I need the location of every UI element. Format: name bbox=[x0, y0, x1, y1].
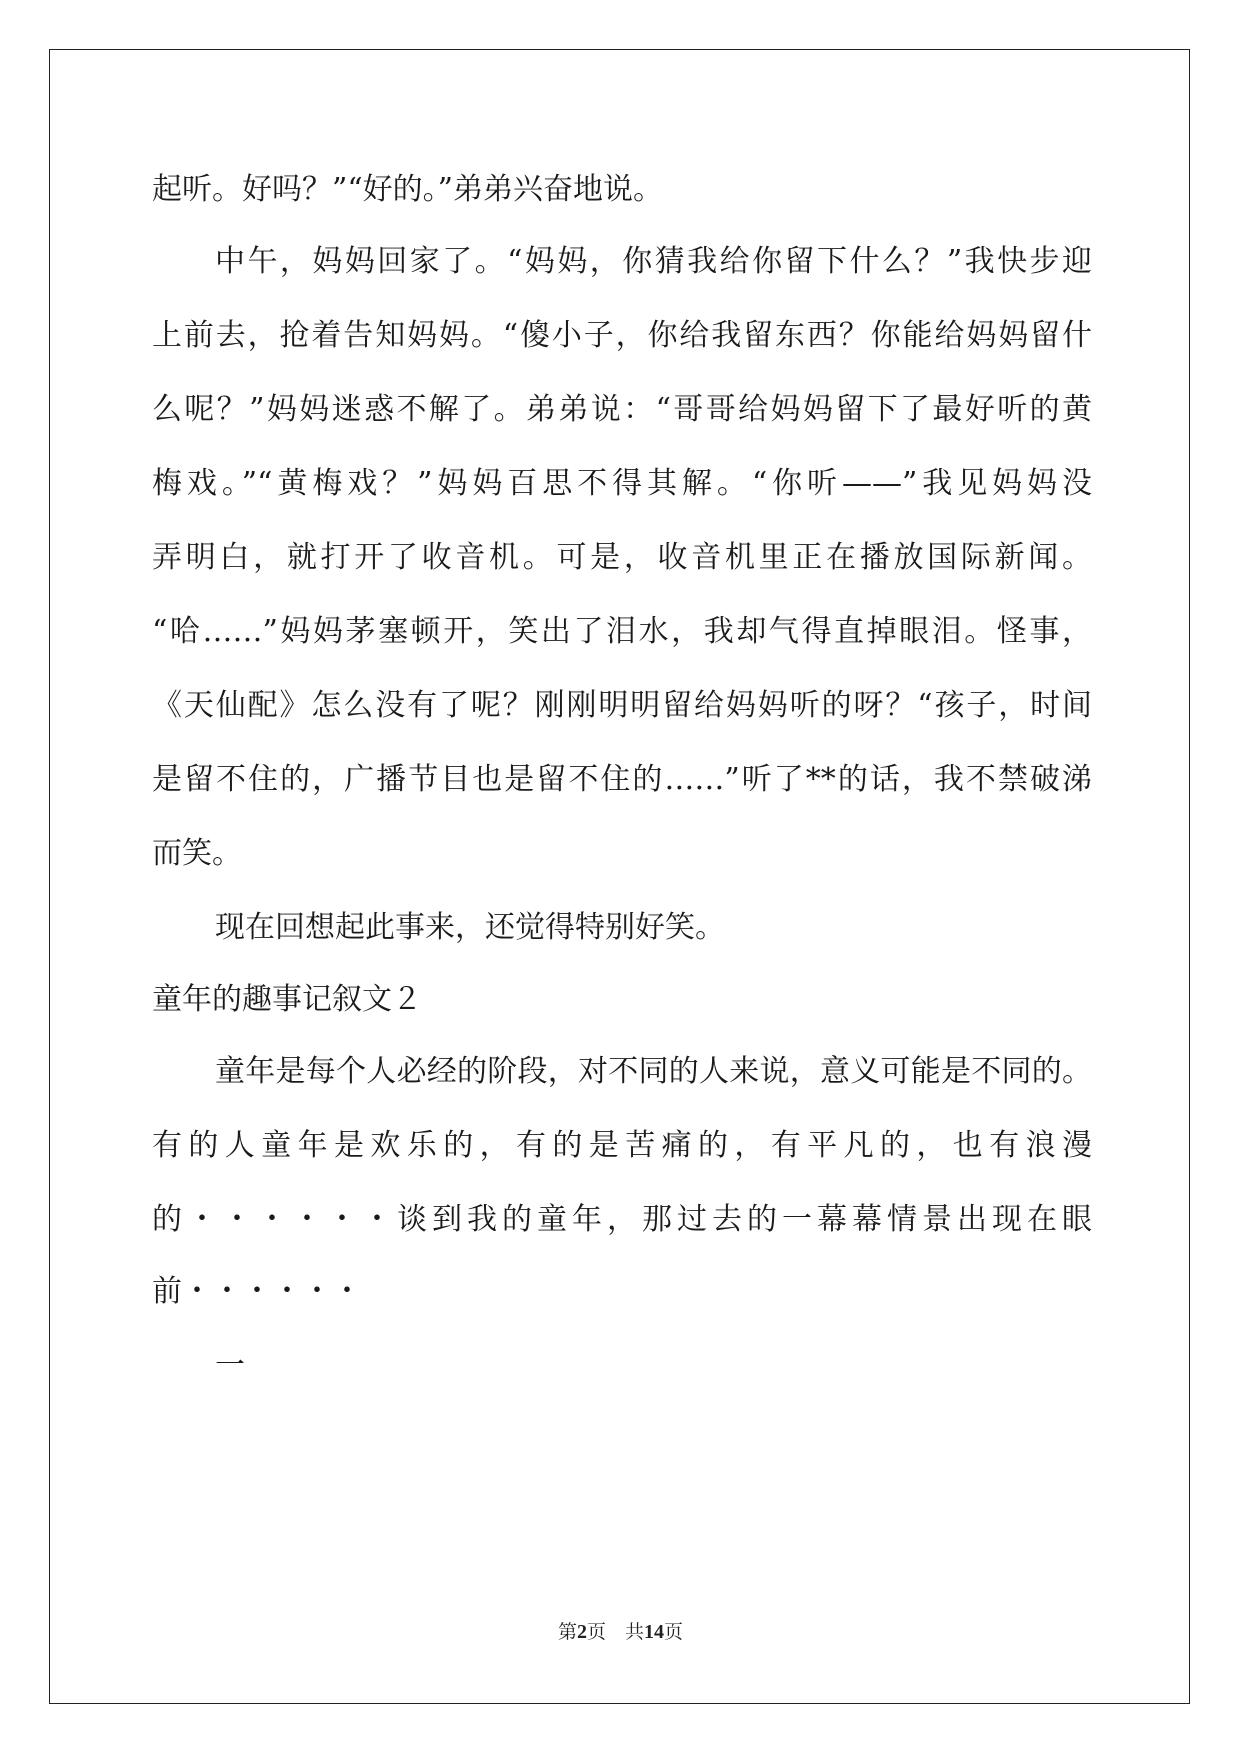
text-line: 的・・・・・・谈到我的童年，那过去的一幕幕情景出现在眼 bbox=[152, 1202, 1092, 1237]
footer-suffix: 页 bbox=[664, 1621, 684, 1643]
text-line: 上前去，抢着告知妈妈。“傻小子，你给我留东西？你能给妈妈留什 bbox=[152, 318, 1092, 353]
footer-middle: 页 共 bbox=[586, 1621, 644, 1643]
page-footer bbox=[0, 1617, 1241, 1644]
text-line: 而笑。 bbox=[152, 836, 242, 871]
text-line: 《天仙配》怎么没有了呢？刚刚明明留给妈妈听的呀？“孩子，时间 bbox=[152, 688, 1092, 723]
footer-page-number: 2 bbox=[576, 1621, 587, 1643]
section-heading: 童年的趣事记叙文２ bbox=[152, 982, 422, 1017]
text-line: 么呢？”妈妈迷惑不解了。弟弟说：“哥哥给妈妈留下了最好听的黄 bbox=[152, 392, 1092, 427]
footer-prefix: 第 bbox=[557, 1621, 577, 1643]
text-line: “哈……”妈妈茅塞顿开，笑出了泪水，我却气得直掉眼泪。怪事， bbox=[152, 614, 1092, 649]
text-line: 有的人童年是欢乐的，有的是苦痛的，有平凡的，也有浪漫 bbox=[152, 1128, 1092, 1163]
text-line: 现在回想起此事来，还觉得特别好笑。 bbox=[215, 910, 725, 945]
text-line: 童年是每个人必经的阶段，对不同的人来说，意义可能是不同的。 bbox=[215, 1054, 1092, 1089]
page-border bbox=[49, 49, 1190, 1704]
text-line: 是留不住的，广播节目也是留不住的……”听了**的话，我不禁破涕 bbox=[152, 762, 1092, 797]
footer-total-pages: 14 bbox=[644, 1621, 664, 1643]
text-line: 梅戏。”“黄梅戏？”妈妈百思不得其解。“你听——”我见妈妈没 bbox=[152, 466, 1092, 501]
text-line: 前・・・・・・ bbox=[152, 1274, 362, 1309]
text-line: 起听。好吗？”“好的。”弟弟兴奋地说。 bbox=[152, 172, 664, 207]
text-line: 一 bbox=[215, 1348, 245, 1383]
text-line: 弄明白，就打开了收音机。可是，收音机里正在播放国际新闻。 bbox=[152, 540, 1092, 575]
text-line: 中午，妈妈回家了。“妈妈，你猜我给你留下什么？”我快步迎 bbox=[215, 244, 1092, 279]
